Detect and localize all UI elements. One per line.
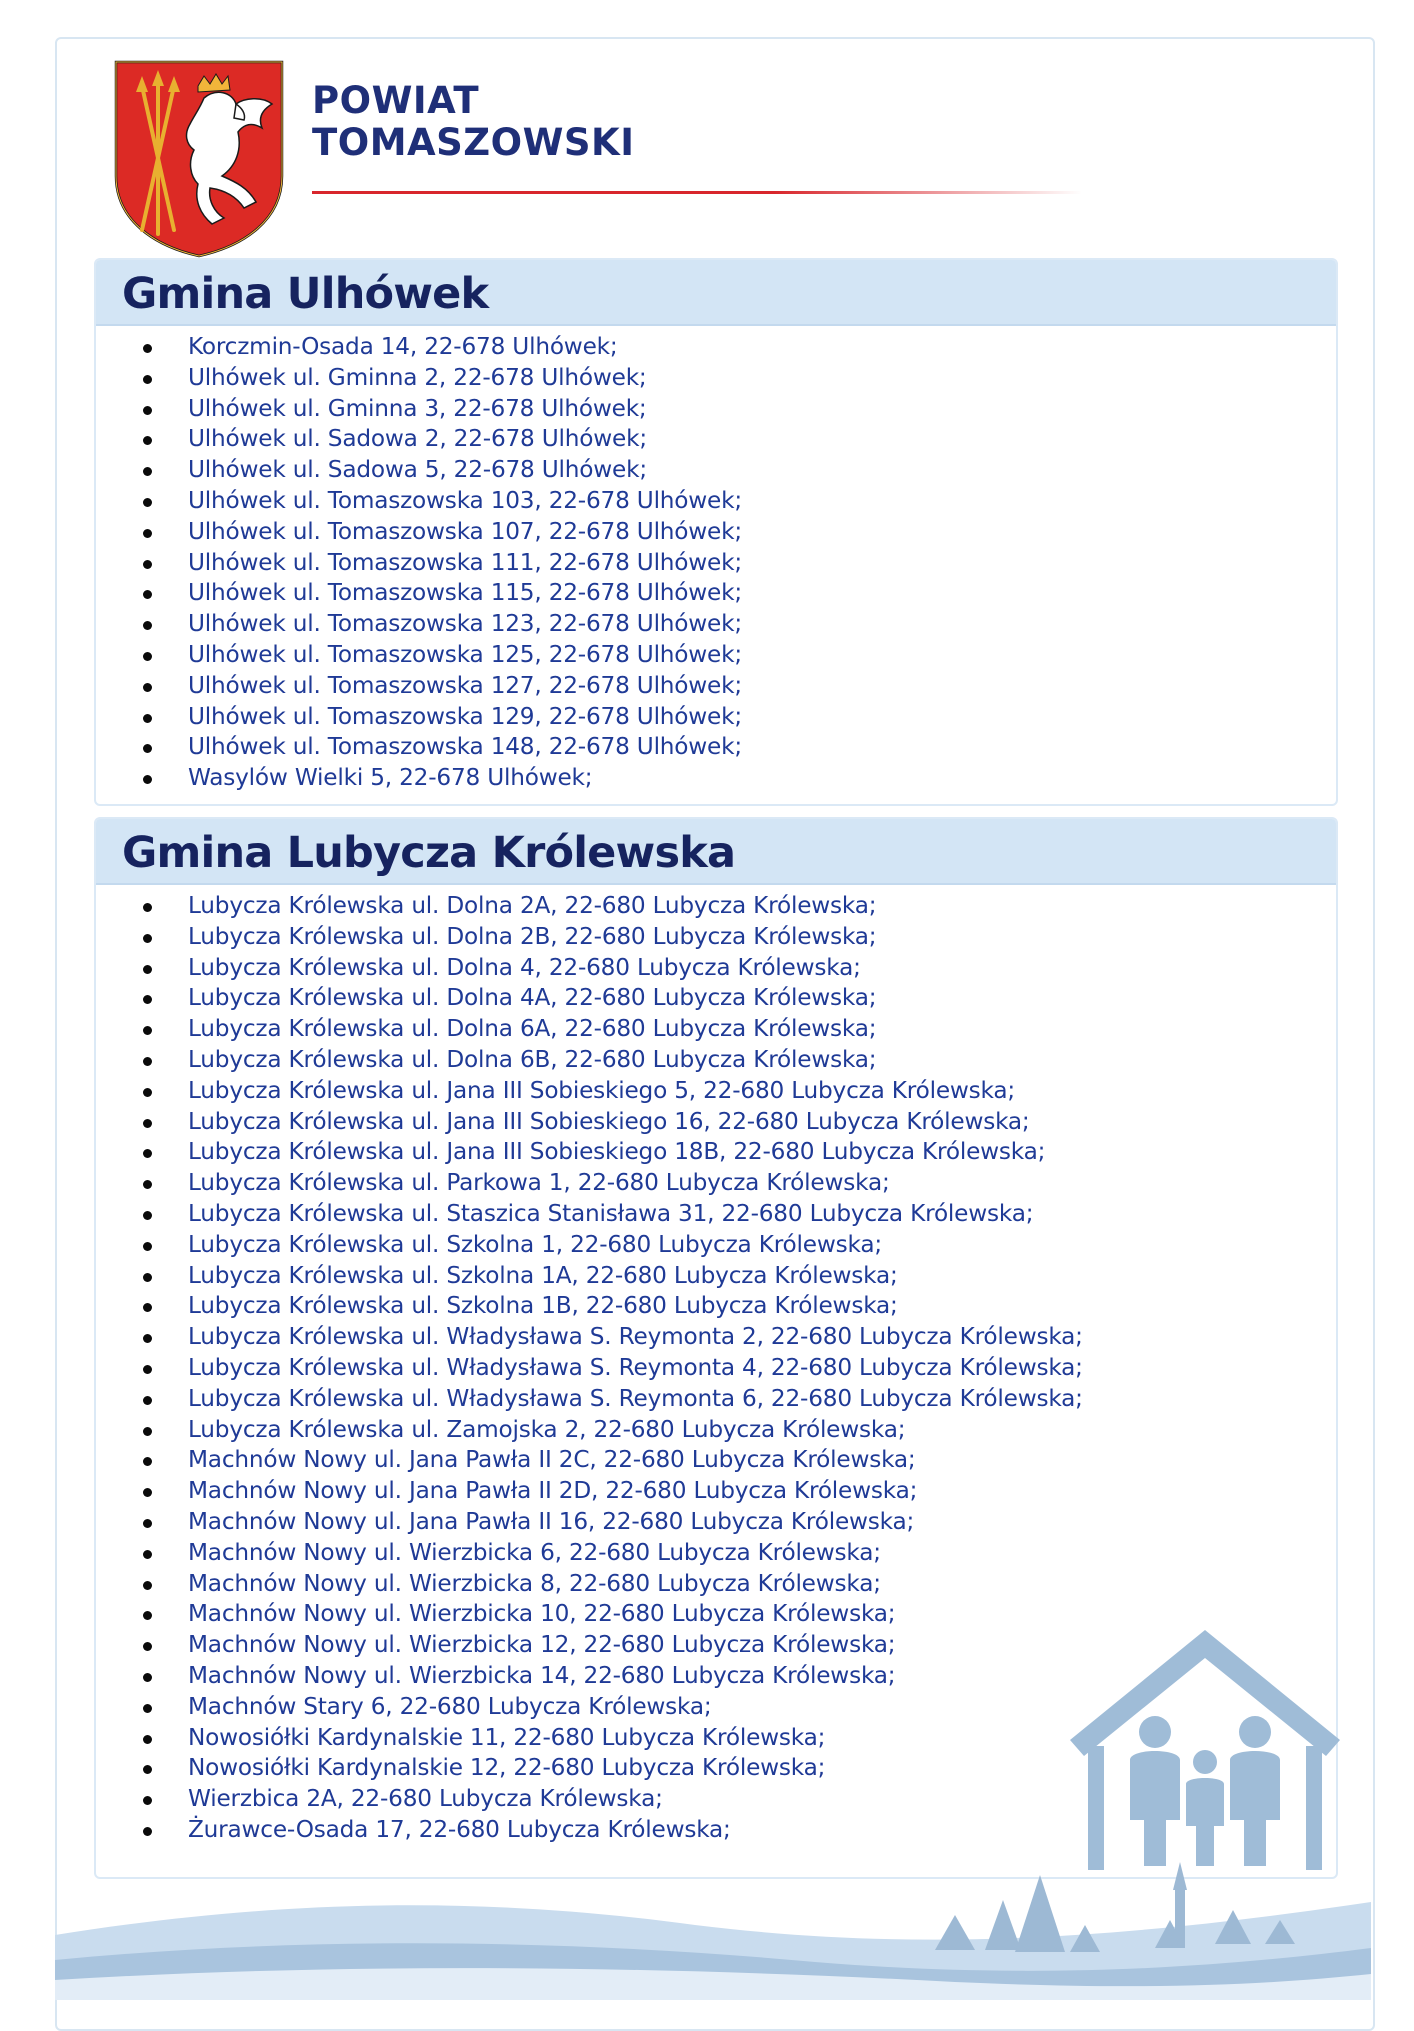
list-item: Ulhówek ul. Tomaszowska 127, 22-678 Ulhówek; — [96, 671, 1336, 702]
coat-of-arms-emblem — [112, 58, 286, 258]
list-item: Lubycza Królewska ul. Parkowa 1, 22-680 Lubycza Królewska; — [96, 1168, 1336, 1199]
list-item: Lubycza Królewska ul. Jana III Sobieskiego 18B, 22-680 Lubycza Królewska; — [96, 1137, 1336, 1168]
brand-title — [312, 80, 634, 164]
list-item: Lubycza Królewska ul. Władysława S. Reymonta 6, 22-680 Lubycza Królewska; — [96, 1384, 1336, 1415]
section-header — [96, 260, 1336, 326]
brand-title-line2: TOMASZOWSKI — [312, 121, 635, 164]
list-item: Machnów Nowy ul. Jana Pawła II 2C, 22-680 Lubycza Królewska; — [96, 1445, 1336, 1476]
list-item: Machnów Stary 6, 22-680 Lubycza Królewska; — [96, 1692, 1336, 1723]
list-item: Ulhówek ul. Sadowa 2, 22-678 Ulhówek; — [96, 424, 1336, 455]
list-item: Ulhówek ul. Gminna 3, 22-678 Ulhówek; — [96, 394, 1336, 425]
list-item: Machnów Nowy ul. Wierzbicka 10, 22-680 Lubycza Królewska; — [96, 1599, 1336, 1630]
list-item: Ulhówek ul. Tomaszowska 103, 22-678 Ulhówek; — [96, 486, 1336, 517]
section-title: Gmina Ulhówek — [122, 269, 489, 319]
brand-divider — [312, 191, 1082, 194]
list-item: Lubycza Królewska ul. Dolna 2B, 22-680 Lubycza Królewska; — [96, 922, 1336, 953]
list-item: Lubycza Królewska ul. Władysława S. Reymonta 2, 22-680 Lubycza Królewska; — [96, 1322, 1336, 1353]
list-item: Wierzbica 2A, 22-680 Lubycza Królewska; — [96, 1784, 1336, 1815]
section-header — [96, 819, 1336, 885]
section-title: Gmina Lubycza Królewska — [122, 828, 736, 878]
brand-title-line1: POWIAT — [312, 79, 480, 122]
list-item: Machnów Nowy ul. Wierzbicka 14, 22-680 Lubycza Królewska; — [96, 1661, 1336, 1692]
list-item: Lubycza Królewska ul. Dolna 4, 22-680 Lubycza Królewska; — [96, 953, 1336, 984]
list-item: Lubycza Królewska ul. Szkolna 1B, 22-680 Lubycza Królewska; — [96, 1291, 1336, 1322]
list-item: Lubycza Królewska ul. Jana III Sobieskiego 16, 22-680 Lubycza Królewska; — [96, 1107, 1336, 1138]
house-family-icon — [1070, 1630, 1340, 1870]
landscape-decoration — [55, 1840, 1371, 2000]
list-item: Lubycza Królewska ul. Dolna 4A, 22-680 Lubycza Królewska; — [96, 983, 1336, 1014]
list-item: Lubycza Królewska ul. Jana III Sobieskiego 5, 22-680 Lubycza Królewska; — [96, 1076, 1336, 1107]
list-item: Ulhówek ul. Tomaszowska 125, 22-678 Ulhówek; — [96, 640, 1336, 671]
list-item: Ulhówek ul. Gminna 2, 22-678 Ulhówek; — [96, 363, 1336, 394]
list-item: Nowosiółki Kardynalskie 11, 22-680 Lubycza Królewska; — [96, 1723, 1336, 1754]
list-item: Machnów Nowy ul. Jana Pawła II 2D, 22-680 Lubycza Królewska; — [96, 1476, 1336, 1507]
list-item: Żurawce-Osada 17, 22-680 Lubycza Królewska; — [96, 1815, 1336, 1846]
list-item: Ulhówek ul. Tomaszowska 107, 22-678 Ulhówek; — [96, 517, 1336, 548]
list-item: Lubycza Królewska ul. Władysława S. Reymonta 4, 22-680 Lubycza Królewska; — [96, 1353, 1336, 1384]
section-gmina-ulhowek — [94, 258, 1338, 806]
list-item: Lubycza Królewska ul. Dolna 6A, 22-680 Lubycza Królewska; — [96, 1014, 1336, 1045]
list-item: Korczmin-Osada 14, 22-678 Ulhówek; — [96, 332, 1336, 363]
list-item: Nowosiółki Kardynalskie 12, 22-680 Lubycza Królewska; — [96, 1753, 1336, 1784]
list-item: Ulhówek ul. Tomaszowska 148, 22-678 Ulhówek; — [96, 732, 1336, 763]
list-item: Lubycza Królewska ul. Szkolna 1, 22-680 Lubycza Królewska; — [96, 1230, 1336, 1261]
list-item: Ulhówek ul. Tomaszowska 129, 22-678 Ulhówek; — [96, 702, 1336, 733]
list-item: Lubycza Królewska ul. Dolna 2A, 22-680 Lubycza Królewska; — [96, 891, 1336, 922]
list-item: Lubycza Królewska ul. Szkolna 1A, 22-680 Lubycza Królewska; — [96, 1261, 1336, 1292]
list-item: Lubycza Królewska ul. Staszica Stanisława 31, 22-680 Lubycza Królewska; — [96, 1199, 1336, 1230]
list-item: Machnów Nowy ul. Wierzbicka 6, 22-680 Lubycza Królewska; — [96, 1538, 1336, 1569]
list-item: Lubycza Królewska ul. Zamojska 2, 22-680 Lubycza Królewska; — [96, 1415, 1336, 1446]
address-list — [96, 326, 1336, 794]
list-item: Ulhówek ul. Sadowa 5, 22-678 Ulhówek; — [96, 455, 1336, 486]
list-item: Machnów Nowy ul. Wierzbicka 8, 22-680 Lubycza Królewska; — [96, 1569, 1336, 1600]
list-item: Ulhówek ul. Tomaszowska 111, 22-678 Ulhówek; — [96, 548, 1336, 579]
list-item: Lubycza Królewska ul. Dolna 6B, 22-680 Lubycza Królewska; — [96, 1045, 1336, 1076]
list-item: Machnów Nowy ul. Wierzbicka 12, 22-680 Lubycza Królewska; — [96, 1630, 1336, 1661]
list-item: Machnów Nowy ul. Jana Pawła II 16, 22-680 Lubycza Królewska; — [96, 1507, 1336, 1538]
list-item: Wasylów Wielki 5, 22-678 Ulhówek; — [96, 763, 1336, 794]
list-item: Ulhówek ul. Tomaszowska 115, 22-678 Ulhówek; — [96, 578, 1336, 609]
list-item: Ulhówek ul. Tomaszowska 123, 22-678 Ulhówek; — [96, 609, 1336, 640]
